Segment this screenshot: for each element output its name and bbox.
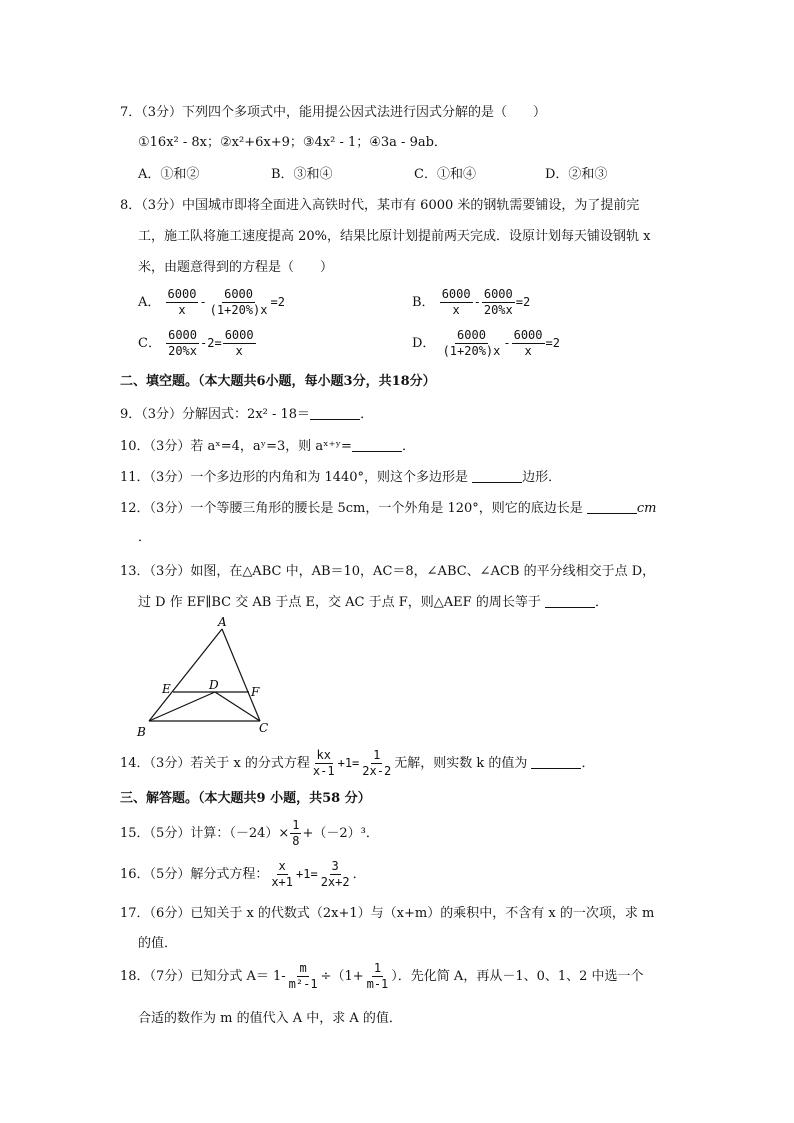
- fraction: $\frac{kx}{x-1}$: [312, 748, 335, 778]
- point-label-d: D: [209, 678, 219, 692]
- q11: 11．（3分）一个多边形的内角和为 1440°，则这个多边形是 边形．: [120, 470, 562, 485]
- q17-line1: 17．（6分）已知关于 x 的代数式（2x+1）与（x+m）的乘积中，不含有 x 的一次项，求 m: [120, 906, 655, 921]
- fraction: $\frac{x}{x+1}$: [271, 859, 294, 889]
- fraction: $\frac{6000}{20\%x}$: [483, 287, 513, 317]
- answer-blank: [587, 501, 637, 514]
- triangle-figure: [130, 615, 290, 740]
- q8-line2: 工，施工队将施工速度提高 20%，结果比原计划提前两天完成．设原计划每天铺设钢轨 x: [138, 229, 651, 244]
- q7-option-c: C．①和④: [414, 167, 476, 182]
- fraction: $\frac{6000}{x}$: [224, 328, 254, 358]
- q7-items: ①16x² - 8x；②x²+6x+9；③4x² - 1；④3a - 9ab．: [138, 135, 447, 150]
- fraction: $\frac{6000}{20\%x}$: [168, 328, 197, 358]
- q7-stem: 7．（3分）下列四个多项式中，能用提公因式法进行因式分解的是（ ）: [120, 105, 547, 120]
- q7-option-b: B．③和④: [271, 167, 333, 182]
- fraction: $\frac{6000}{x}$: [441, 287, 471, 317]
- fraction: $\frac{3}{2x+2}$: [320, 859, 350, 889]
- fraction: $\frac{1}{m-1}$: [366, 961, 389, 991]
- section-3-heading: 三、解答题。（本大题共9 小题，共58 分）: [120, 791, 371, 806]
- fraction: $\frac{6000}{x}$: [513, 328, 543, 358]
- fraction: $\frac{6000}{(1+20\%)x}$: [209, 287, 268, 317]
- answer-blank: [472, 470, 522, 483]
- q9: 9．（3分）分解因式：2x² - 18＝ ．: [120, 407, 374, 422]
- answer-blank: [310, 407, 360, 420]
- q8-option-c: C． $\frac{6000}{20\%x}$ -2= $\frac{6000}{x}$: [138, 328, 254, 358]
- fraction: $\frac{1}{8}$: [292, 818, 300, 848]
- point-label-f: F: [251, 685, 260, 699]
- answer-blank: [531, 756, 581, 769]
- q8-option-b: B． $\frac{6000}{x}$ - $\frac{6000}{20\%x}$ =2: [412, 287, 531, 317]
- answer-blank: [352, 439, 402, 452]
- q8-option-d: D． $\frac{6000}{(1+20\%)x}$ - $\frac{6000}{x}$ =2: [412, 328, 560, 358]
- answer-blank: [545, 595, 595, 608]
- q8-line1: 8．（3分）中国城市即将全面进入高铁时代，某市有 6000 米的钢轨需要铺设，为了提前完: [120, 198, 640, 213]
- vertex-label-c: C: [259, 721, 269, 735]
- point-label-e: E: [162, 682, 171, 696]
- q15: 15．（5分）计算：（－24）× $\frac{1}{8}$ +（－2）³．: [120, 818, 379, 848]
- q12-continuation: ．: [138, 530, 152, 545]
- q8-option-a: A． $\frac{6000}{x}$ - $\frac{6000}{(1+20\%)x}$ =2: [138, 287, 285, 317]
- q16: 16．（5分）解分式方程： $\frac{x}{x+1}$ +1= $\frac{3}{2x+2}$ ．: [120, 859, 366, 889]
- q7-option-a: A．①和②: [138, 167, 200, 182]
- q8-line3: 米，由题意得到的方程是（ ）: [138, 260, 334, 275]
- q18-line2: 合适的数作为 m 的值代入 A 中，求 A 的值．: [138, 1011, 402, 1026]
- vertex-label-b: B: [137, 725, 146, 739]
- q7-option-d: D．②和③: [545, 167, 608, 182]
- fraction: $\frac{6000}{(1+20\%)x}$: [442, 328, 501, 358]
- q18: 18．（7分）已知分式 A＝ 1- $\frac{m}{\text{m²-1}}$ ÷（1+ $\frac{1}{m-1}$ ）．先化简 A，再从－1、0、1、2 中选一个: [120, 961, 644, 991]
- section-2-heading: 二、填空题。（本大题共6小题，每小题3分，共18分）: [120, 374, 436, 389]
- q13-line2: 过 D 作 EF∥BC 交 AB 于点 E，交 AC 于点 F，则△AEF 的周长等于 ．: [138, 595, 608, 610]
- q13-line1: 13．（3分）如图，在△ABC 中，AB＝10，AC＝8，∠ABC、∠ACB 的平分线相交于点 D，: [120, 564, 656, 579]
- fraction: $\frac{m}{\text{m²-1}}$: [288, 961, 318, 991]
- q14: 14．（3分）若关于 x 的分式方程 $\frac{kx}{x-1}$ +1= $\frac{1}{2x-2}$ 无解，则实数 k 的值为 ．: [120, 748, 595, 778]
- fraction: $\frac{6000}{x}$: [167, 287, 197, 317]
- q12: 12．（3分）一个等腰三角形的腰长是 5cm，一个外角是 120°，则它的底边长是 cm: [120, 501, 657, 516]
- q17-line2: 的值．: [138, 936, 178, 951]
- q10: 10．（3分）若 aˣ=4，aʸ=3，则 aˣ⁺ʸ= ．: [120, 439, 415, 454]
- fraction: $\frac{1}{2x-2}$: [362, 748, 392, 778]
- vertex-label-a: A: [218, 615, 227, 629]
